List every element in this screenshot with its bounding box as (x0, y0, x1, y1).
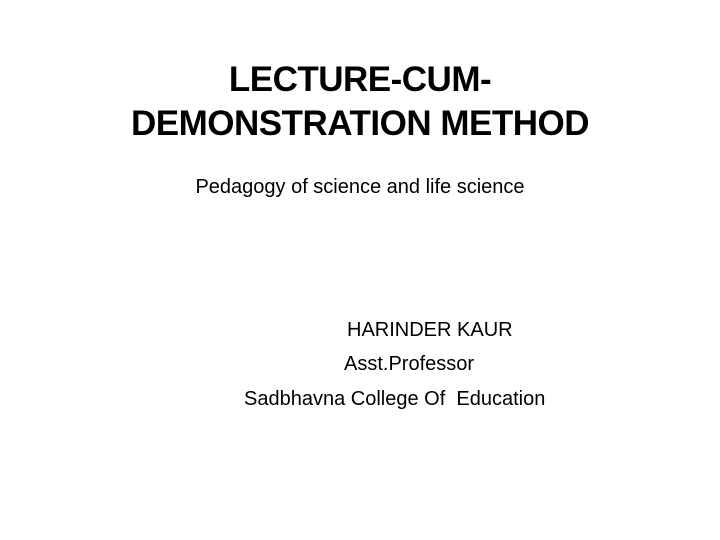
slide-subtitle: Pedagogy of science and life science (195, 176, 525, 198)
title-line-1: LECTURE-CUM- (228, 60, 492, 99)
author-name: HARINDER KAUR (347, 319, 513, 341)
author-role: Asst.Professor (344, 353, 475, 375)
slide-title (40, 58, 680, 146)
title-line-2: DEMONSTRATION METHOD (131, 104, 589, 143)
author-college: Sadbhavna College Of Education (244, 388, 546, 410)
